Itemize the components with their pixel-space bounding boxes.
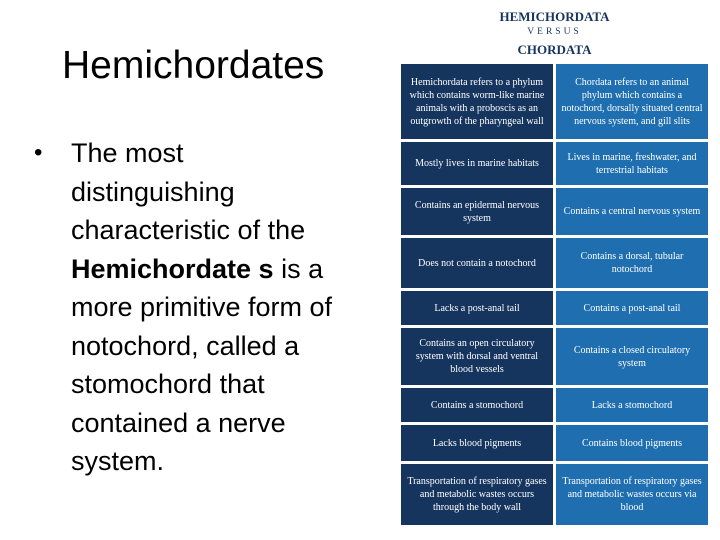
chordata-cell: Contains a dorsal, tubular notochord — [556, 238, 708, 288]
chordata-cell: Contains a central nervous system — [556, 188, 708, 235]
chordata-cell: Lacks a stomochord — [556, 388, 708, 422]
chordata-cell: Contains a closed circulatory system — [556, 328, 708, 385]
chordata-cell: Contains blood pigments — [556, 425, 708, 461]
bullet-symbol: • — [34, 139, 43, 166]
infographic-title-chordata: CHORDATA — [517, 42, 592, 57]
comparison-row — [401, 425, 708, 461]
hemichordata-cell: Lacks blood pigments — [401, 425, 553, 461]
comparison-row — [401, 238, 708, 288]
comparison-row — [401, 464, 708, 525]
bullet-text-after: is a more primitive form of notochord, called a stomochord that contained a nerve system. — [71, 253, 333, 476]
comparison-row — [401, 188, 708, 235]
infographic-versus: VERSUS — [527, 27, 582, 37]
infographic-title-hemichordata: HEMICHORDATA — [499, 9, 610, 24]
bullet-text — [71, 134, 354, 481]
chordata-cell: Contains a post-anal tail — [556, 291, 708, 325]
comparison-table — [401, 64, 708, 525]
hemichordata-cell: Does not contain a notochord — [401, 238, 553, 288]
hemichordata-cell: Contains an open circulatory system with dorsal and ventral blood vessels — [401, 328, 553, 385]
hemichordata-cell: Transportation of respiratory gases and metabolic wastes occurs through the body wall — [401, 464, 553, 525]
comparison-row — [401, 64, 708, 139]
slide-title: Hemichordates — [62, 44, 325, 87]
comparison-row — [401, 328, 708, 385]
hemichordata-cell: Contains a stomochord — [401, 388, 553, 422]
hemichordata-cell: Contains an epidermal nervous system — [401, 188, 553, 235]
chordata-cell: Lives in marine, freshwater, and terrestrial habitats — [556, 142, 708, 185]
comparison-row — [401, 388, 708, 422]
chordata-cell: Transportation of respiratory gases and metabolic wastes occurs via blood — [556, 464, 708, 525]
bullet-text-bold: Hemichordate s — [71, 253, 274, 284]
comparison-row — [401, 291, 708, 325]
hemichordata-cell: Lacks a post-anal tail — [401, 291, 553, 325]
bullet-text-before: The most distinguishing characteristic of the — [71, 138, 306, 245]
comparison-row — [401, 142, 708, 185]
hemichordata-cell: Hemichordata refers to a phylum which contains worm-like marine animals with a proboscis as an outgrowth of the pharyngeal wall — [401, 64, 553, 139]
chordata-cell: Chordata refers to an animal phylum which contains a notochord, dorsally situated central nervous system, and gill slits — [556, 64, 708, 139]
hemichordata-cell: Mostly lives in marine habitats — [401, 142, 553, 185]
bullet-point — [34, 134, 354, 481]
comparison-infographic — [401, 0, 708, 525]
